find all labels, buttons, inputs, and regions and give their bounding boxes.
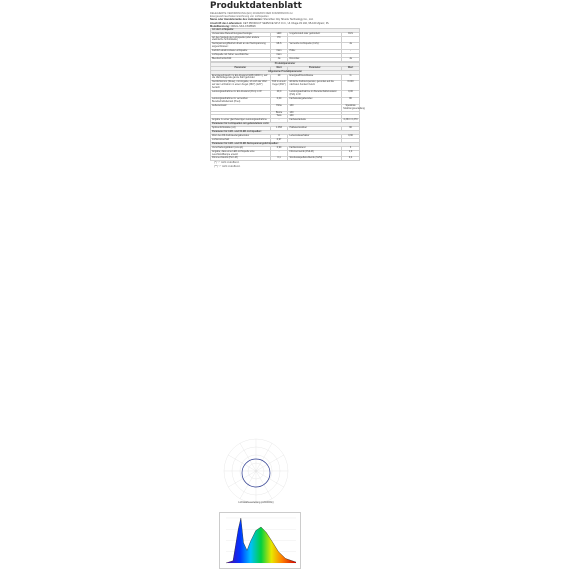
table-cell: Farbwiedergabeindex <box>288 97 342 104</box>
table-cell: LED <box>270 32 288 36</box>
table-cell: Vernetzte Lichtquelle (CLS): <box>288 43 342 50</box>
mains-header: Parameter für Lichtquellen mit gebündeltem Licht: <box>211 123 360 127</box>
table-cell: Leistungsaufnahme im vernetzten Bereitschaftsbetrieb (Pnet) <box>211 97 271 104</box>
table-cell: Art des Sockels der Lichtquelle (oder andere elektrische Schnittstelle) <box>211 36 271 43</box>
table-cell: 0,97 <box>270 138 288 142</box>
polar-ray <box>240 443 256 471</box>
table-cell: Ungebündelt oder gebündelt: <box>288 32 342 36</box>
table-cell: Leistungsaufnahme im Ein-Zustand (Pon) in W <box>211 91 271 98</box>
table-cell: Farbkonsistenz <box>288 146 342 150</box>
table-cell: Farbwertanteile <box>288 119 342 123</box>
regulation-line-1: DELEGIERTE VERORDNUNG (EU) 2019/2015 DER KOMMISSION zur <box>210 12 293 15</box>
table-row <box>211 97 360 104</box>
table-cell: 3 <box>342 146 360 150</box>
table-cell: 130 <box>288 104 342 111</box>
table-cell: Flimmer-Metrik (Pst LM) <box>211 157 271 161</box>
table-cell: Spektrale Strahlungsverteilung <box>343 103 365 110</box>
table-cell: 810 in einem Kegel (360°) <box>270 81 288 91</box>
table-cell: Ja <box>270 57 288 61</box>
table-cell: 0,1 <box>270 157 288 161</box>
polar-ray <box>228 455 256 471</box>
table-cell: ähnliche Farbtemperatur, gerundet auf die nächsten hundert Kelvin <box>288 81 342 91</box>
table-cell: 90 <box>342 127 360 131</box>
table-cell: 6.000 <box>342 81 360 91</box>
product-params-table <box>210 61 365 161</box>
table-cell: Breite <box>270 111 288 115</box>
table-cell: Farblich abstimmbare Lichtquelle: <box>211 50 271 54</box>
table-cell: Halbwertswinkel <box>288 127 342 131</box>
table-cell: 0,90 <box>342 134 360 138</box>
table-cell: 0,4 <box>342 157 360 161</box>
polar-caption: Lichtstärkeverteilung (cd/1000lm) <box>238 501 274 504</box>
table-cell: Dimmbar: <box>288 57 342 61</box>
table-row <box>211 57 360 61</box>
table-cell: 0,90 <box>270 146 288 150</box>
table-cell: Höhe <box>270 104 288 111</box>
table-cell: Lichtstromerhalt <box>211 138 271 142</box>
table-cell: PC <box>270 36 288 43</box>
light-type-table <box>210 28 360 62</box>
column-header: Parameter <box>211 66 271 70</box>
table-row <box>211 104 360 111</box>
table-cell: Lebensdauerfaktor <box>288 134 342 138</box>
table-cell: 29,0 <box>270 91 288 98</box>
supplier-name: Name oder Handelsmarke des Lieferanten: Shenzhen City Shuniu Technology Co., Ltd. <box>210 18 314 22</box>
column-header: Wert <box>270 66 288 70</box>
light-type-header: Art der Lichtquelle: <box>211 28 360 32</box>
table-cell: Nein <box>270 54 288 58</box>
table-cell: 0,00 <box>270 97 288 104</box>
table-cell: 29 <box>270 74 288 81</box>
table-cell: Hülle: <box>288 50 342 54</box>
table-cell: Angabe, dass eine LED-Lichtquelle eine Leuchtstofflampe ersetzt <box>211 150 271 157</box>
table-cell: 1,0 <box>342 150 360 157</box>
table-cell: Energieeffizienzklasse <box>288 74 342 81</box>
spectrum-chart <box>219 512 301 569</box>
table-cell: G <box>342 74 360 81</box>
table-cell: Verschiebungsfaktor (cos φ1) <box>211 146 271 150</box>
table-cell: 130 <box>288 115 342 119</box>
page-title: Produktdatenblatt <box>210 1 302 11</box>
column-header: Wert <box>342 66 360 70</box>
table-cell: 0,363 / 0,370 <box>343 118 358 122</box>
table-cell: Leistungsaufnahme im Bereitschaftszustand (Psb) in W <box>288 91 342 98</box>
polar-diagram <box>216 435 296 510</box>
supplier-address: Anschrift des Lieferanten: CET PRODUCT SERVICE SP Z O.O., Ul. Dluga 33 102, 95-100 Zgierz, PL <box>210 21 330 25</box>
table-cell: Spitzenlichtstärke (cd) <box>211 127 271 131</box>
table-cell: - <box>342 50 360 54</box>
table-cell: MLS <box>270 43 288 50</box>
polar-ray <box>256 443 272 471</box>
table-cell: 80 <box>342 97 360 104</box>
table-cell: Blendschutzschild: <box>211 57 271 61</box>
footnote-2: (**) "-" nicht zutreffend. <box>214 164 241 168</box>
general-params-header: Allgemeine Produktparameter <box>211 70 360 74</box>
table-cell: Angabe zu einer gleichwertigen Leistungsaufnahme <box>211 119 271 123</box>
table-cell: 0,00 <box>342 91 360 98</box>
led-header: Parameter für LED- und OLED-Lichtquellen: <box>211 131 360 135</box>
table-cell: 1.953 <box>270 127 288 131</box>
footnote-1: (*) "-" nicht zutreffend. <box>214 161 240 165</box>
table-cell: 130 <box>288 111 342 115</box>
table-cell: Ja <box>342 43 360 50</box>
table-cell: Nein <box>270 50 288 54</box>
table-cell: 0 <box>270 134 288 138</box>
table-cell: Flimmermetrik (PstLM) <box>288 150 342 157</box>
polar-ray <box>256 455 284 471</box>
table-cell: DLS <box>342 32 360 36</box>
table-cell: Wert des R9-Farbwiedergabeindex <box>211 134 271 138</box>
table-cell: Stroboskopeffekt-Metrik (SVM) <box>288 157 342 161</box>
product-params-header: Produktparameter <box>211 62 360 66</box>
table-cell: Lichtquelle mit hoher Leuchtdichte: <box>211 54 271 58</box>
table-cell: Tiefe <box>270 115 288 119</box>
table-cell: - <box>270 119 288 123</box>
table-cell: Ja <box>342 57 360 61</box>
table-cell: Energieverbrauch im Ein-Zustand (kWh/1000 h), auf die nächstliegende ganze Zahl gerundet <box>211 74 271 81</box>
table-cell: - <box>270 150 288 157</box>
model-id: Modellkennung: CRHG-SK4-CS38526 <box>210 24 256 28</box>
table-cell: Netzspannung/Betrieb direkt an der Netzspannung angeschlossen: <box>211 43 271 50</box>
led-mains-header: Parameter für LED- und OLED-Netzspannungslichtquellen: <box>211 142 360 146</box>
regulation-line-2: Energieverbrauchskennzeichnung von Lichtquellen <box>210 15 269 19</box>
column-header: Parameter <box>288 66 342 70</box>
table-cell: Nutzlichtstrom (Φuse), mit Angabe, ob sich der Wert auf den Lichtstrom in einem Kegel (360°) (120°) bezieht <box>211 81 271 91</box>
table-cell: Verwendete Beleuchtungstechnologie: <box>211 32 271 36</box>
table-cell: Außeneinsatz <box>211 104 271 111</box>
